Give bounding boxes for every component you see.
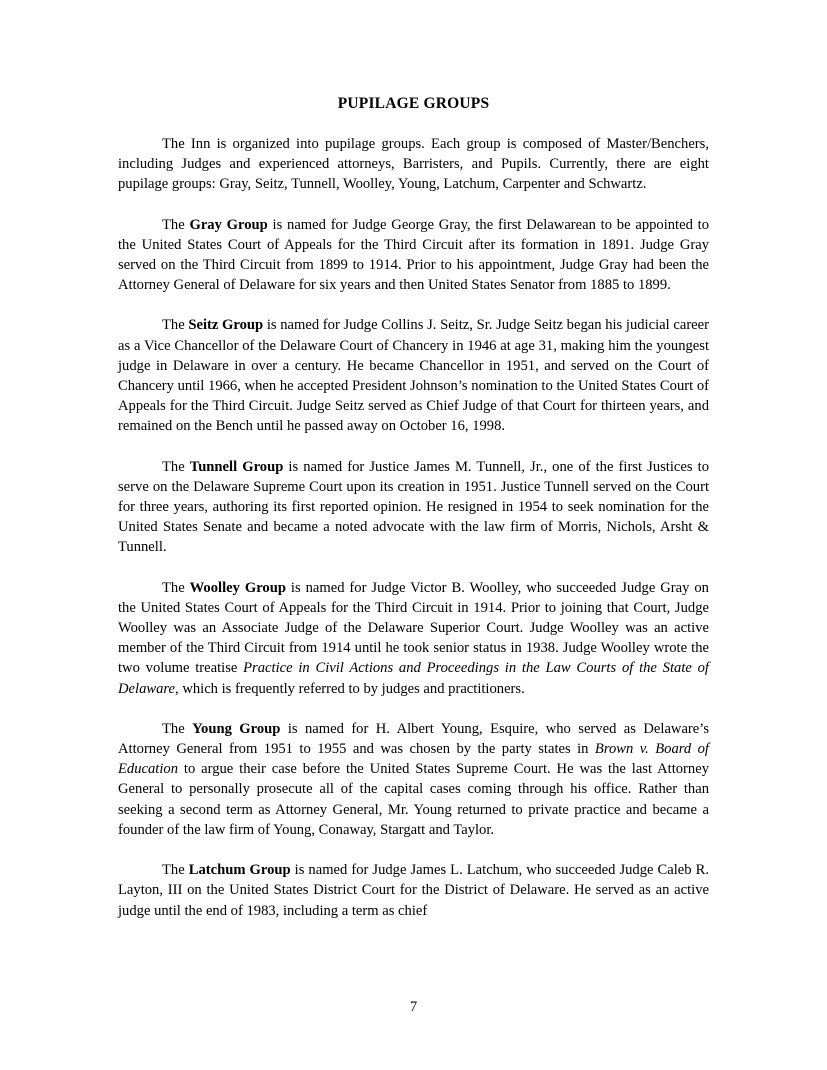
group-name-latchum: Latchum Group bbox=[188, 862, 291, 879]
text-run: to argue their case before the United States Supreme Court. He was the last Attorney General to personally prosecute all of the capital cases coming through his office. Rather than seeking a second term as Attorney General, Mr. Young returned to private practice and became a founder of the law firm of Young, Conaway, Stargatt and Taylor. bbox=[118, 761, 709, 838]
text-run: is named for Judge Victor B. Woolley, who succeeded Judge Gray on the United States Court of Appeals for the Third Circuit in 1914. Prior to joining that Court, Judge Woolley was an Associate Judge of the Delaware Superior Court. Judge Woolley was an active member of the Third Circuit from 1914 until he took senior status in 1938. Judge Woolley wrote the two volume treatise bbox=[118, 579, 709, 677]
title-italic-woolley: Practice in Civil Actions and Proceedings in the Law Courts of the State of Delaware bbox=[118, 660, 709, 697]
group-name-seitz: Seitz Group bbox=[188, 317, 264, 334]
title-italic-young: Brown v. Board of Education bbox=[118, 741, 709, 778]
paragraph-latchum bbox=[118, 860, 709, 921]
text-run: The bbox=[162, 720, 193, 737]
paragraph-young bbox=[118, 719, 709, 840]
text-run: The bbox=[162, 458, 190, 475]
page-title: PUPILAGE GROUPS bbox=[337, 95, 490, 112]
text-run: The bbox=[162, 579, 190, 596]
group-name-gray: Gray Group bbox=[189, 216, 268, 233]
text-run: The bbox=[162, 862, 189, 879]
group-name-young: Young Group bbox=[192, 720, 281, 737]
text-run: The Inn is organized into pupilage groups. Each group is composed of Master/Benchers, including Judges and experienced attorneys, Barristers, and Pupils. Currently, there are eight pupilage groups: Gray, Seitz, Tunnell, Woolley, Young, Latchum, Carpenter and Schwartz. bbox=[118, 136, 709, 193]
group-name-tunnell: Tunnell Group bbox=[189, 458, 284, 475]
page-number: 7 bbox=[409, 999, 418, 1015]
paragraph-list bbox=[118, 134, 709, 921]
text-run: is named for Judge James L. Latchum, who succeeded Judge Caleb R. Layton, III on the United States District Court for the District of Delaware. He served as an active judge until the end of 1983, including a term as chief bbox=[118, 862, 709, 919]
text-run: is named for Judge George Gray, the first Delawarean to be appointed to the United States Court of Appeals for the Third Circuit after its formation in 1891. Judge Gray served on the Third Circuit from 1899 to 1914. Prior to his appointment, Judge Gray had been the Attorney General of Delaware for six years and then United States Senator from 1885 to 1899. bbox=[118, 216, 710, 294]
page-body bbox=[118, 94, 709, 921]
paragraph-intro bbox=[118, 134, 709, 195]
text-run: is named for H. Albert Young, Esquire, who served as Delaware’s Attorney General from 1951 to 1955 and was chosen by the party states in bbox=[118, 720, 710, 758]
text-run: The bbox=[162, 317, 189, 334]
paragraph-gray bbox=[118, 215, 709, 296]
text-run: , which is frequently referred to by judges and practitioners. bbox=[175, 680, 525, 697]
paragraph-tunnell bbox=[118, 457, 709, 558]
group-name-woolley: Woolley Group bbox=[189, 579, 286, 596]
text-run: is named for Judge Collins J. Seitz, Sr. Judge Seitz began his judicial career as a Vice Chancellor of the Delaware Court of Chancery in 1946 at age 31, making him the youngest judge in Delaware in over a century. He became Chancellor in 1951, and served on the Court of Chancery until 1966, when he accepted President Johnson’s nomination to the United States Court of Appeals for the Third Circuit. Judge Seitz served as Chief Judge of that Court for thirteen years, and remained on the Bench until he passed away on October 16, 1998. bbox=[118, 317, 709, 435]
text-run: is named for Justice James M. Tunnell, Jr., one of the first Justices to serve on the Delaware Supreme Court upon its creation in 1951. Justice Tunnell served on the Court for three years, authoring its first reported opinion. He resigned in 1954 to seek nomination for the United States Senate and became a noted advocate with the law firm of Morris, Nichols, Arsht & Tunnell. bbox=[118, 458, 709, 556]
paragraph-seitz bbox=[118, 315, 709, 436]
text-run: The bbox=[162, 216, 190, 233]
paragraph-woolley bbox=[118, 578, 709, 699]
